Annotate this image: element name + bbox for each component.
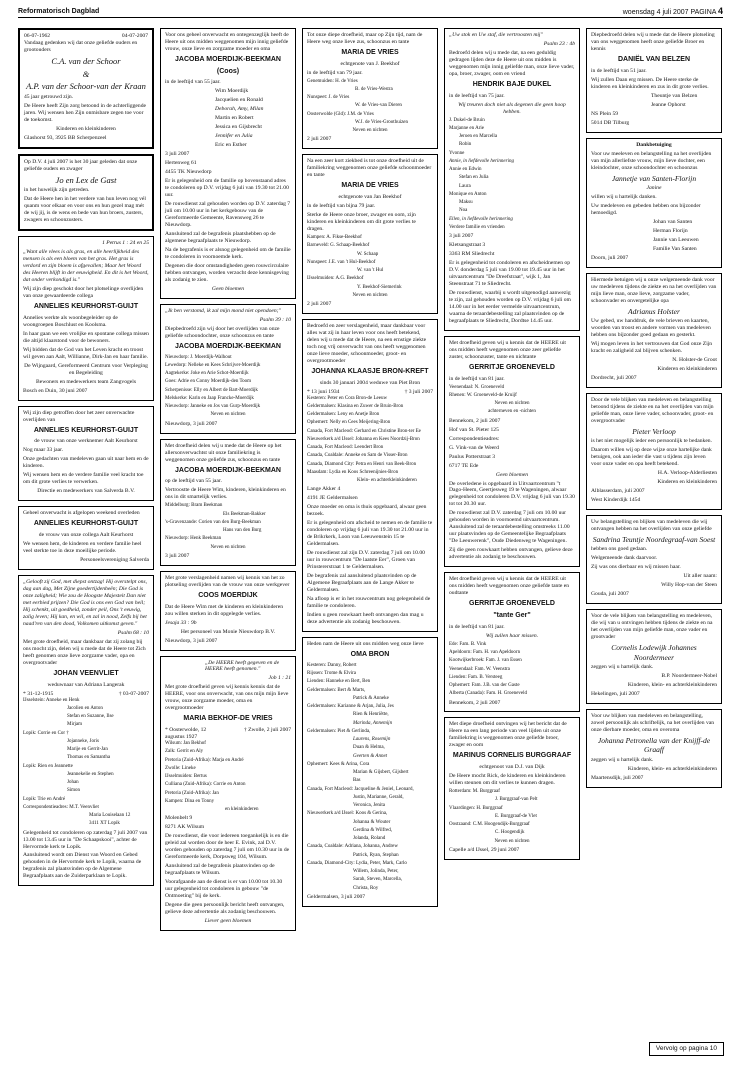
thanks-van-der-knijff: Voor uw blijken van medeleven en belangstelling, zowel persoonlijk als schriftelijk, na het overlijden van onze dierbare moeder, oma en overoma Johanna Petronella van der Knijff-de Graaff zeggen wij u hartelijk dank. Kinderen, klein- en achterkleinkinderen Maartensdijk, juli 2007 [586, 709, 722, 788]
deceased-name: JOHAN VEENVLIET [53, 669, 119, 677]
page-date: woensdag 4 juli 2007 PAGINA 4 [622, 6, 723, 16]
obituary-coos-moerdijk: Met grote verslagenheid namen wij kennis van het zo plotseling overlijden van de vrouw van onze werkgever COOS MOERDIJK Dat de Heere Wim met de kinderen en kleinkinderen zou willen sterken in dit opgelegde verlies. Jesaja 33 : 9b Het personeel van Monie Nieuwdorp B.V. Nieuwdorp, 3 juli 2007 [160, 571, 296, 651]
obituary-keurhorst-1: 1 Petrus 1 : 24 en 25 „Want alle vlees is als gras, en alle heerlijkheid des mensen is als een bloem van het gras. Het gras is verdord en zijn bloem is afgevallen; Maar het Woord des Heeren blijft in der eeuwigheid. En dit is het Woord, dat onder verkondigd is." Wij zijn diep geschokt door het plotselinge overlijden van onze gewaardeerde collega ANNELIES KEURHORST-GUIJT Annelies werkte als woonbegeleider op de woongroepen Boschlust en Koolsma. In haar gaan we een vrolijke en spontane collega missen die altijd klaarstond voor de bewoners. Wij bidden dat de God van het Leven kracht en troost wil geven aan Aalt, Willianne, Dirk-Jan en haar familie. De Wijngaard, Gereformeerd Centrum voor Verpleging en Begeleiding Bewoners en medewerkers team Zangvogels Bosch en Duin, 30 juni 2007 [18, 236, 154, 400]
deceased-name: Pieter Verloop [632, 426, 676, 436]
thanks-holster: Hiermede betuigen wij u onze welgemeende dank voor uw medeleven tijdens de ziekte en na het overlijden van mijn lieve man, onze lieve, zorgzame vader, schoonvader en onvergetelijke opa Adrianus Holster Uw gebed, uw handdruk, de vele brieven en kaarten, woorden van troost en andere vormen van medeleven hebben ons bijzonder goed gedaan en gesterkt. Wij mogen leven in het vertrouwen dat God onze Zijn kracht en zaligheid zal blijven schenken. N. Holster-de Groot Kinderen en kleinkinderen Dordrecht, juli 2007 [586, 273, 722, 388]
thanks-noordermeer: Voor de vele blijken van belangstelling en medeleven, die wij van u ontvingen hebben tijdens de ziekte en na het overlijden van mijn geliefde man, onze vader en grootvader Cornelis Lodewijk Johannes Noordermeer zeggen wij u hartelijk dank. B.P. Noordermeer-Nobel Kinderen, klein- en achterkleinkinderen Hekelingen, juli 2007 [586, 609, 722, 704]
couple-name: C.A. van der Schoor [51, 55, 121, 66]
obituary-de-vries-1: Tot onze diepe droefheid, maar op Zijn tijd, nam de Heere weg onze lieve zus, schoonzus en tante MARIA DE VRIES echtgenote van J. Beekhof in de leeftijd van 79 jaar. Genemuiden: H. de Vries B. de Vries-Westra Nunspeet: J. de Vries W. de Vries-van Dieren Oosterwolde (Gld): J.M. de Vries W.J. de Vries-Groothuizen Neven en nichten 2 juli 2007 [302, 28, 438, 149]
deceased-name: GERRITJE GROENEVELD [469, 600, 555, 608]
obituary-van-belzen: Diepbedroefd delen wij u mede dat de Heere plotseling van ons weggenomen heeft onze geliefde Broer en kennis DANIËL VAN BELZEN in de leeftijd van 51 jaar. Wij zullen Daan erg missen. De Heere sterke de kinderen en kleinkinderen en zus in dit grote verlies. Theuntje van Belzen Jeanne Ophorst NS Plein 59 5014 DB Tilburg [586, 28, 722, 133]
section-heading: Dankbetuiging [636, 141, 672, 148]
family-list: Middelburg: Bram Beekman Els Beekman-Bakker 's-Gravenzande: Corien van den Burg-Beekman Hans van den Burg Nieuwdorp: Henk Beekman Neven en nichten [165, 503, 266, 550]
deceased-name: Johanna Petronella van der Knijff-de Graaff [597, 735, 711, 755]
obituary-moerdijk-2: „Ik ben verstomd, ik zal mijn mond niet opendoen;" Psalm 39 : 10 Diepbedroefd zijn wij door het overlijden van onze geliefde schoondochter, onze schoonzus en tante JACOBA MOERDIJK-BEEKMAN Nieuwdorp: J. Moerdijk-Walhout Lewedorp: Nelleke en Kees Schrijver-Moerdijk Aagtekerke: Joke en Arie Schot-Moerdijk Goes: Adrie en Conny Moerdijk-den Toom Scherpenisse: Elly en Albert de Bart-Moerdijk Melskerke: Karin en Jaap Francke-Moerdijk Nieuwdorp: Janneke en Jos van Gurp-Moerdijk Neven en nichten Nieuwdorp, 3 juli 2007 [160, 304, 296, 434]
family-list: Ede: Fam. B. Vink Apeldoorn: Fam. H. van Apeldoorn Kootwijkerbroek: Fam. J. van Essen Veenendaal: Fam. W. Veenstra Lienden: Fam. B. Versteeg Ophemert: Fam. J.B. van der Gaste Alberta (Canada): Fam. H. Groeneveld [449, 641, 528, 697]
deceased-name: MARINUS CORNELIS BURGGRAAF [452, 752, 572, 760]
family-list: Genemuiden: H. de Vries B. de Vries-Westra Nunspeet: J. de Vries W. de Vries-van Dieren Oosterwolde (Gld): J.M. de Vries W.J. de Vries-Groothuizen Neven en nichten [307, 78, 409, 134]
deceased-name: DANIËL VAN BELZEN [617, 55, 691, 63]
deceased-name: JOHANNA KLAASJE BRON-KREFT [311, 367, 429, 375]
obituary-veenvliet: „Gelooft zij God, met diepst ontzag! Hij overstelpt ons, dag aan dag, Met Zijne goedertijdenheên; Die God is onze zaligheid; Wie zou de Hoogste Majesteit Dan niet met eerbied prijzen? Die God is ons een God van heil; Hij schenkt, uit goedheid, zonder peil, Ons 't eeuwig, zalig leven; Hij kan, en wil, en zal in nood, Zelfs bij het naad'ren van den dood, Volkomen uitkomst geven." Psalm 68 : 10 Met grote droefheid, maar dankbaar dat zij zolang bij ons mocht zijn, delen wij u mede dat de Heere tot Zich heeft genomen onze lieve zorgzame vader, opa en overgrootvader JOHAN VEENVLIET weduwnaar van Adriana Langerak * 31-12-1915 † 03-07-2007 IJsselstein: Anneke en Henk Jacolien en Anton Stefan en Suzanne, Ilse Mirjam Lopik: Corrie en Cor † Jojanneke, Joris Marije en Gerrit-Jan Thomas en Samantha Lopik: Rien en Jeannette Jeannekelie en Stephen Johan Simon Lopik: Trie en André Correspondentieadres: M.T. Veenvliet Maria Louiselaan 12 3411 XT Lopik Gelegenheid tot condoleren op zaterdag 7 juli 2007 van 13.00 tot 13.45 uur in "De Schaapskooi", achter de Hervormde kerk te Lopik. Aansluitend wordt om Dienst van Woord en Gebed gehouden in de Hervormde kerk te Lopik, waarna de begrafenis zal plaatsvinden op de Algemene Begraafplaats aan de Zuiderparklaan te Lopik. [18, 575, 154, 886]
newspaper-name: Reformatorisch Dagblad [18, 8, 100, 15]
couple-name: Jo en Lex de Gast [55, 174, 117, 185]
obituary-oma-bron: Heden nam de Heere uit ons midden weg onze lieve OMA BRON Kesteren: Danny, Robert Rijssen: Trome & Elvira Lienden: Hanneke en Bert, Ben Geldermalsen: Bert & Marts, Patrick & Anneke Geldermalsen: Karianne & Arjan, Julia, Jes Rien & Henriëtte, Marinda, Annemijn Geldermalsen: Piet & Gerlinda, Laurens, Rosemijn Duan & Helma, Geerten & Annet Ophemert: Kees & Arina, Cora Marian & Gijsbert, Gijsbert Bas Canada, Fort Macleod: Jacqueline & Jeniel, Leonard, Justin, Marianne, Gerald, Veronica, Jenita Nieuwerkerk a/d IJssel: Koos & Gerina, Johanna & Wouter Gerdina & Wilfred, Jolanda, Roland Canada, Coaldale: Adriana, Johanna, Andrew Patrick, Ryan, Stephan Canada, Diamond-City: Lydia, Peter, Mark, Carlo Willem, Jolinda, Peter, Sarah, Steven, Marcella, Christa, Roy Geldermalsen, 3 juli 2007 [302, 637, 438, 907]
obituary-bekhof: „De HEERE heeft gegeven en de HEERE heeft genomen." Job 1 : 21 Met grote droefheid geven wij kennis kennis dat de HEERE, voor ons onverwacht, van ons mijn mijn lieve vrouw, onze zorgzame moeder, oma en overgrootmoeder MARIA BEKHOF-DE VRIES * Oosterwolde, 12 augustus 1927 † Zwolle, 2 juli 2007 Wilsum: Jan Bekhof Zalk: Gerrit en Aly Pretoria (Zuid-Afrika): Marja en André Zwolle: Lineke IJsselmuiden: Bertus Culliana (Zuid-Afrika): Corrie en Anton Pretoria (Zuid-Afrika): Jan Kampen: Dina en Tonny en kleinkinderen Molenbelt 9 8271 AK Wilsum De rouwdienst, die voor iedereen toegankelijk is en die geleid zal worden door de heer E. Evink, zal D.V. worden gehouden op zaterdag 7 juli om 10.30 uur in de Gereformeerde kerk, Dorpsweg 104, Wilsum. Aansluitend zal de begrafenis plaatsvinden op de begraafplaats te Wilsum. Voorafgaande aan de dienst is er van 10.00 tot 10.30 uur gelegenheid tot condoleren in gebouw "de Ontmoeting" bij de kerk. Degene die geen persoonlijk bericht heeft ontvangen, gelieve deze advertentie als zodanig beschouwen. Liever geen bloemen [160, 656, 296, 932]
deceased-name: GERRITJE GROENEVELD [469, 363, 555, 371]
family-list: Rotterdam: M. Burggraaf J. Burggraaf-van Pelt Vlaardingen: H. Burggraaf E. Burggraaf-de Vlet Oostzaand: C.M. Hoogendijk-Burggraaf C. Hoogendijk Neven en nichten [449, 789, 538, 844]
column-3 [302, 28, 438, 912]
deceased-name: Sandrina Teuntje Noordegraaf-van Soest [592, 535, 716, 545]
family-list: Veenendaal: N. Groeneveld Rhenen: W. Groeneveld-de Kruijf Neven en nichten achterneven en -nichten [449, 384, 536, 415]
thanks-noordegraaf: Uw belangstelling en blijken van medeleven die wij ontvangen hebben na het overlijden van onze geliefde Sandrina Teuntje Noordegraaf-van Soest hebben ons goed gedaan. Welgemeende dank daarvoor. Zij was ons dierbaar en wij missen haar. Uit aller naam: Willy Hop-van der Steen Gouda, juli 2007 [586, 515, 722, 604]
family-list: Wim Moerdijk Jacquelien en Ronald Deborah, Amy, Milan Martin en Robert Jessica en Gijsbrecht Jennifer en Julia Eric en Esther [215, 88, 264, 149]
column-5 [586, 28, 722, 793]
column-1 [18, 28, 154, 891]
obituary-moerdijk-1: Voor ons geheel onverwacht en ontegenzeglijk heeft de Heere uit ons midden weggenomen mijn innig geliefde vrouw, onze lieve en zorgzame moeder en oma JACOBA MOERDIJK-BEEKMAN (Coos) in de leeftijd van 55 jaar. Wim Moerdijk Jacquelien en Ronald Deborah, Amy, Milan Martin en Robert Jessica en Gijsbrecht Jennifer en Julia Eric en Esther 3 juli 2007 Hertenweg 61 4455 TK Nieuwdorp Er is gelegenheid om de familie op bovenstaand adres te condoleren op D.V. vrijdag 6 juli van 19.30 tot 21.00 uur. De rouwdienst zal gehouden worden op D.V. zaterdag 7 juli om 10.00 uur in het kerkgebouw van de Gereformeerde Gemeente, Ravensweg 26 te Nieuwdorp. Aansluitend zal de begrafenis plaatshebben op de algemene begraafplaats te Nieuwdorp. Na de begrafenis is er alsnog gelegenheid om de familie te condoleren in voornoemde kerk. Degenen die door omstandigheden geen rouwcirculaire hebben ontvangen, worden verzocht deze kennisgeving als zodanig te zien. Geen bloemen [160, 28, 296, 299]
deceased-name: MARIA DE VRIES [341, 182, 399, 190]
family-list: IJsselstein: Anneke en Henk Jacolien en Anton Stefan en Suzanne, Ilse Mirjam Lopik: Corrie en Cor † Jojanneke, Joris Marije en Gerrit-Jan Thomas en Samantha Lopik: Rien en Jeannette Jeannekelie en Stephen Johan Simon Lopik: Trie en André Correspondentieadres: M.T. Veenvliet Maria Louiselaan 12 3411 XT Lopik [23, 697, 131, 827]
deceased-name: ANNELIES KEURHORST-GUIJT [33, 426, 139, 434]
family-list: Kesteren: Danny, Robert Rijssen: Trome & Elvira Lienden: Hanneke en Bert, Ben Geldermalsen: Bert & Marts, Patrick & Anneke Geldermalsen: Karianne & Arjan, Julia, Jes Rien & Henriëtte, Marinda, Annemijn Geldermalsen: Piet & Gerlinda, Laurens, Rosemijn Duan & Helma, Geerten & Annet Ophemert: Kees & Arina, Cora Marian & Gijsbert, Gijsbert Bas Canada, Fort Macleod: Jacqueline & Jeniel, Leonard, Justin, Marianne, Gerald, Veronica, Jenita Nieuwerkerk a/d IJssel: Koos & Gerina, Johanna & Wouter Gerdina & Wilfred, Jolanda, Roland Canada, Coaldale: Adriana, Johanna, Andrew Patrick, Ryan, Stephan Canada, Diamond-City: Lydia, Peter, Mark, Carlo Willem, Jolinda, Peter, Sarah, Steven, Marcella, Christa, Roy [307, 662, 414, 891]
thanks-verloop: Door de vele blijken van medeleven en belangstelling betoond tijdens de ziekte en na het overlijden van mijn geliefde man, onze lieve vader, schoonvader, groot- en overgrootvader Pieter Verloop is het niet mogelijk ieder een persoonlijk te bedanken. Daarom willen wij op deze wijze onze hartelijke dank betuigen, ook aan ieder die vast u tijdens zijn leven voor onze vader en opa heeft betekend. H.A. Verloop-Alderliesten Kinderen en kleinkinderen Alblasserdam, juli 2007 West Kinderdijk 145d [586, 393, 722, 510]
deceased-name: OMA BRON [350, 651, 390, 659]
column-2 [160, 28, 296, 936]
deceased-name: ANNELIES KEURHORST-GUIJT [33, 520, 139, 528]
announcement-anniversary-gast: Op D.V. 4 juli 2007 is het 30 jaar geleden dat onze geliefde ouders en zwager Jo en Lex de Gast in het huwelijk zijn getreden. Dat de Heere hen in het verdere van hun leven nog vél quanm voor elkaar en voor ons en hun gezel mag mét de wij jij, is de wens en bede van hun broers, zusters, zwagers en schoonzusters. [18, 154, 154, 232]
deceased-name: MARIA DE VRIES [341, 48, 399, 56]
deceased-name: ANNELIES KEURHORST-GUIJT [33, 303, 139, 311]
obituary-bron-kreft: Bedroefd en zeer verslagenheid, maar dankbaar voor alles wat zij in haar leven voor ons heeft betekend, delen wij u mede dat de Heere, na een ernstige ziekte toch nog vrij onverwacht van ons heeft weggenomen onze lieve moeder, schoonmoeder, groot- en overgrootmoeder JOHANNA KLAASJE BRON-KREFT sinds 30 januari 2004 weduwe van Piet Bron * 13 juni 1934 † 3 juli 2007 Kesteren: Peter en Cora Bron-de Leeuw Geldermalsen: Klasina en Zuwer de Bruin-Bron Geldermalsen: Leny en Anetje Bron Ophemert: Nelly en Cees Meijering-Bron Canada, Fort Macleod: Gerhard en Christine Bron-ter Ee Nieuwerkerk a/d IJssel: Johanna en Kees Noordzij-Bron Canada, Fort Macleod: Leendert Bron Canada, Coaldale: Anneke en Sam de Visser-Bron Canada, Diamond City: Petra en Henri van Beek-Bron Maasdam: Lydia en Koos Schreenijnies-Bron Klein- en achterkleinkinderen Lange Akker 4 4191 JE Geldermalsen Onze moeder en oma is thuis opgebaard, alwaar geen bezoek. Er is gelegenheid om afscheid te nemen en de familie te condoleren op vrijdag 6 juli van 19.30 tot 21.00 uur in de Brikrkerk, Loon van Leeuwenstein 15 te Geldermalsen. De rouwdienst zal zijn D.V. zaterdag 7 juli om 10.00 uur in rouwcentrum "De laatste Eer", Groen van Prinstererstraat 1 te Geldermalsen. De begrafenis zal aansluitend plaatsvinden op de Algemene Begraafplaats aan de Lange Akker te Geldermalsen. Na afloop is er in het rouwcentrum nog gelegenheid de familie te condoleren. Indien u geen rouwkaart heeft ontvangen dan mag u deze advertentie als zodanig beschouwen. [302, 319, 438, 632]
column-4 [444, 28, 580, 865]
announcement-anniversary-schoor: 06-07-1962 04-07-2007 Vandaag gedenken wij dat onze geliefde ouders en grootouders C.A. van der Schoor & A.P. van der Schoor-van der Kraan 45 jaar getrouwd zijn. De Heere heeft Zijn zorg betoond in de achterliggende jaren. Wij wensen hen Zijn onmisbare zegen toe voor de toekomst. Kinderen en kleinkinderen Glashorst 93, 3925 BB Scherpenzeel [18, 28, 154, 149]
deceased-name: Jannetje van Santen-Florijn [611, 173, 697, 183]
obituary-moerdijk-3: Met droefheid delen wij u mede dat de Heere op het allersonverwachtst uit onze familiekring is weggenomen onze geliefde zus, schoonzus en tante JACOBA MOERDIJK-BEEKMAN op de leeftijd van 55 jaar. Vertroostte de Heere Wim, kinderen, kleinkinderen en ons in dit smartelijk verlies. Middelburg: Bram Beekman Els Beekman-Bakker 's-Gravenzande: Corien van den Burg-Beekman Hans van den Burg Nieuwdorp: Henk Beekman Neven en nichten 3 juli 2007 [160, 439, 296, 566]
deceased-name: MARIA BEKHOF-DE VRIES [183, 715, 273, 723]
page-number: 4 [717, 6, 723, 16]
thanks-van-santen: Dankbetuiging Voor uw meeleven en belangstelling na het overlijden van mijn allerliefste vrouw, mijn lieve dochter, een kleindochter, onze schoondochter en schoonzus Jannetje van Santen-Florijn Janine willen wij u hartelijk danken. Uw medeleven en gebeden hebben ons bijzonder hemoedigd. Johan van Santen Herman Florijn Jannie van Leeuwen Familie Van Santen Doorn, juli 2007 [586, 138, 722, 268]
deceased-name: COOS MOERDIJK [198, 591, 258, 599]
family-list: Kesteren: Peter en Cora Bron-de Leeuw Geldermalsen: Klasina en Zuwer de Bruin-Bron Geldermalsen: Leny en Anetje Bron Ophemert: Nelly en Cees Meijering-Bron Canada, Fort Macleod: Gerhard en Christine Bron-ter Ee Nieuwerkerk a/d IJssel: Johanna en Kees Noordzij-Bron Canada, Fort Macleod: Leendert Bron Canada, Coaldale: Anneke en Sam de Visser-Bron Canada, Diamond City: Petra en Henri van Beek-Bron Maasdam: Lydia en Koos Schreenijnies-Bron Klein- en achterkleinkinderen [307, 395, 421, 484]
obituary-burggraaf: Met diepe droefheid ontvingen wij het bericht dat de Heere na een lang periode van veel lijden uit onze familiekring is weggenomen onze geliefde broer, zwager en oom MARINUS CORNELIS BURGGRAAF echtgenoot van D.J. van Dijk De Heere mocht Rick, de kinderen en kleinkinderen willen steunen om dit verlies te kunnen dragen. Rotterdam: M. Burggraaf J. Burggraaf-van Pelt Vlaardingen: H. Burggraaf E. Burggraaf-de Vlet Oostzaand: C.M. Hoogendijk-Burggraaf C. Hoogendijk Neven en nichten Capelle a/d IJssel, 29 juni 2007 [444, 717, 580, 859]
continued-on-page-link[interactable]: Vervolg op pagina 10 [649, 1042, 724, 1056]
deceased-name: HENDRIK BAJE DUKEL [472, 80, 552, 88]
deceased-name: JACOBA MOERDIJK-BEEKMAN [175, 55, 281, 63]
obituary-groeneveld-2: Met droefheid geven wij u kennis dat de HEERE uit ons midden heeft weggenomen onze geliefde tante en oudtante GERRITJE GROENEVELD "tante Ger" in de leeftijd van 81 jaar. Wij zullen haar missen. Ede: Fam. B. Vink Apeldoorn: Fam. H. van Apeldoorn Kootwijkerbroek: Fam. J. van Essen Veenendaal: Fam. W. Veenstra Lienden: Fam. B. Versteeg Ophemert: Fam. J.B. van der Gaste Alberta (Canada): Fam. H. Groeneveld Bennekom, 2 juli 2007 [444, 572, 580, 712]
obituary-keurhorst-2: Wij zijn diep getroffen door het zeer onverwachte overlijden van ANNELIES KEURHORST-GUIJT de vrouw van onze werknemer Aalt Keurhorst Nog maar 33 jaar. Onze gedachten van medeleven gaan uit naar hem en de kinderen. Wij wensen hem en de verdere familie veel kracht toe om dit grote verlies te verwerken. Directie en medewerkers van Salverda B.V. [18, 406, 154, 502]
family-list: Kampen: A. Fikse-Beekhof Barneveld: G. Schaap-Beekhof W. Schaap Nunspeet: J.E. van 't Hul-Beekhof W. van 't Hul IJsselmuiden: A.G. Beekhof Y. Beekhof-Siemerink Neven en nichten [307, 235, 402, 298]
obituary-groeneveld-1: Met droefheid geven wij u kennis dat de HEERE uit ons midden heeft weggenomen onze zeer geliefde zuster, schoonzuster, tante en nichtante GERRITJE GROENEVELD in de leeftijd van 81 jaar. Veenendaal: N. Groeneveld Rhenen: W. Groeneveld-de Kruijf Neven en nichten achterneven en -nichten Bennekom, 2 juli 2007 Hof van St. Pieter 125 Correspondentieadres: G. Vink-van de Weerd Paulus Potterstraat 3 6717 TE Ede Geen bloemen De overledene is opgebaard in Uitvaartcentrum "t Dago-Heem, Geertjesweg 19 te Wageningen, alwaar gelegenheid tot condoleren D.V. vrijdag 6 juli van 19.30 tot tot 20.30 uur. De rouwdienst zal D.V. zaterdag 7 juli om 10.00 uur gehouden worden in voornoemd uitvaartcentrum. Aansluitend zal de teraardebestelling omstreeks 11.00 uur plaatsvinden op de Gemeentelijke Begraafplaats "De Leeuwerenk", Oude Diedenweg te Wageningen. Zij die geen rouwkaart hebben ontvangen, gelieve deze advertentie als zodanig te beschouwen. [444, 336, 580, 567]
deceased-name: Cornelis Lodewijk Johannes Noordermeer [611, 643, 697, 662]
family-list: Nieuwdorp: J. Moerdijk-Walhout Lewedorp: Nelleke en Kees Schrijver-Moerdijk Aagtekerke: Joke en Arie Schot-Moerdijk Goes: Adrie en Conny Moerdijk-den Toom Scherpenisse: Elly en Albert de Bart-Moerdijk Melskerke: Karin en Jaap Francke-Moerdijk Nieuwdorp: Janneke en Jos van Gurp-Moerdijk Neven en nichten [165, 354, 261, 418]
obituary-de-vries-2: Na een zeer kort ziekbed is tot onze droefheid uit de familiekring weggenomen onze geliefde schoonmoeder en tante MARIA DE VRIES echtgenote van Jan Beekhof in de leeftijd van bijna 79 jaar. Sterke de Heere onze broer, zwager en oom, zijn kinderen en kleinkinderen om dit grote verlies te dragen. Kampen: A. Fikse-Beekhof Barneveld: G. Schaap-Beekhof W. Schaap Nunspeet: J.E. van 't Hul-Beekhof W. van 't Hul IJsselmuiden: A.G. Beekhof Y. Beekhof-Siemerink Neven en nichten 2 juli 2007 [302, 154, 438, 314]
deceased-name: JACOBA MOERDIJK-BEEKMAN [175, 342, 281, 350]
page-header [18, 6, 723, 18]
family-list: J. Dukel-de Bruin Marjanne en Arie Jeroen en Marcella Robin Yvonne Annie, in liefdevolle herinnering Annie en Edwin Stefan en Julia Laura Monique en Anton Maksu Noa Ellen, in liefdevolle herinnering Verdere familie en vrienden [449, 117, 514, 230]
deceased-name: JACOBA MOERDIJK-BEEKMAN [175, 466, 281, 474]
obituary-keurhorst-3: Geheel onverwacht is afgelopen weekend overleden ANNELIES KEURHORST-GUIJT de vrouw van onze collega Aalt Keurhorst We wensen hem, de kinderen en verdere familie heel veel sterkte toe in deze moeilijke periode. Personeelsvereniging Salverda [18, 506, 154, 570]
obituary-dukel: „Uw stok en Uw staf, die vertroosten mij" Psalm 23 : 4b Bedroefd delen wij u mede dat, na een geduldig gedragen lijden deze de Heere uit ons midden is weggenomen mijn innig geliefde man, onze lieve vader, opa, broer, zwager, oom en vriend HENDRIK BAJE DUKEL in de leeftijd van 75 jaar. Wij treuren doch niet als degenen die geen hoop hebben. J. Dukel-de Bruin Marjanne en Arie Jeroen en Marcella Robin Yvonne Annie, in liefdevolle herinnering Annie en Edwin Stefan en Julia Laura Monique en Anton Maksu Noa Ellen, in liefdevolle herinnering Verdere familie en vrienden 3 juli 2007 Kletsangstraat 3 3363 RM Sliedrecht Er is gelegenheid tot condoleren en afscheidnemen op D.V. donderdag 5 juli van 19.00 tot 19.45 uur in het uitvaartcentrum "De Dreefstraat", wijk 1, Jan Steenstraat 71 te Sliedrecht. De rouwdienst, waarbij u wordt uitgenodigd aanwezig te zijn, zal gehouden worden op D.V. vrijdag 6 juli om 14.00 uur in het eerder vermelde uitvaartcentrum, waarna de teraardebestelling zal plaatsvinden op de begraafplaats te Sliedrecht, Dordtse 14.45 uur. [444, 28, 580, 331]
deceased-name: Adrianus Holster [628, 306, 680, 316]
family-list: Wilsum: Jan Bekhof Zalk: Gerrit en Aly Pretoria (Zuid-Afrika): Marja en André Zwolle: Lineke IJsselmuiden: Bertus Culliana (Zuid-Afrika): Corrie en Anton Pretoria (Zuid-Afrika): Jan Kampen: Dina en Tonny en kleinkinderen [165, 741, 259, 813]
